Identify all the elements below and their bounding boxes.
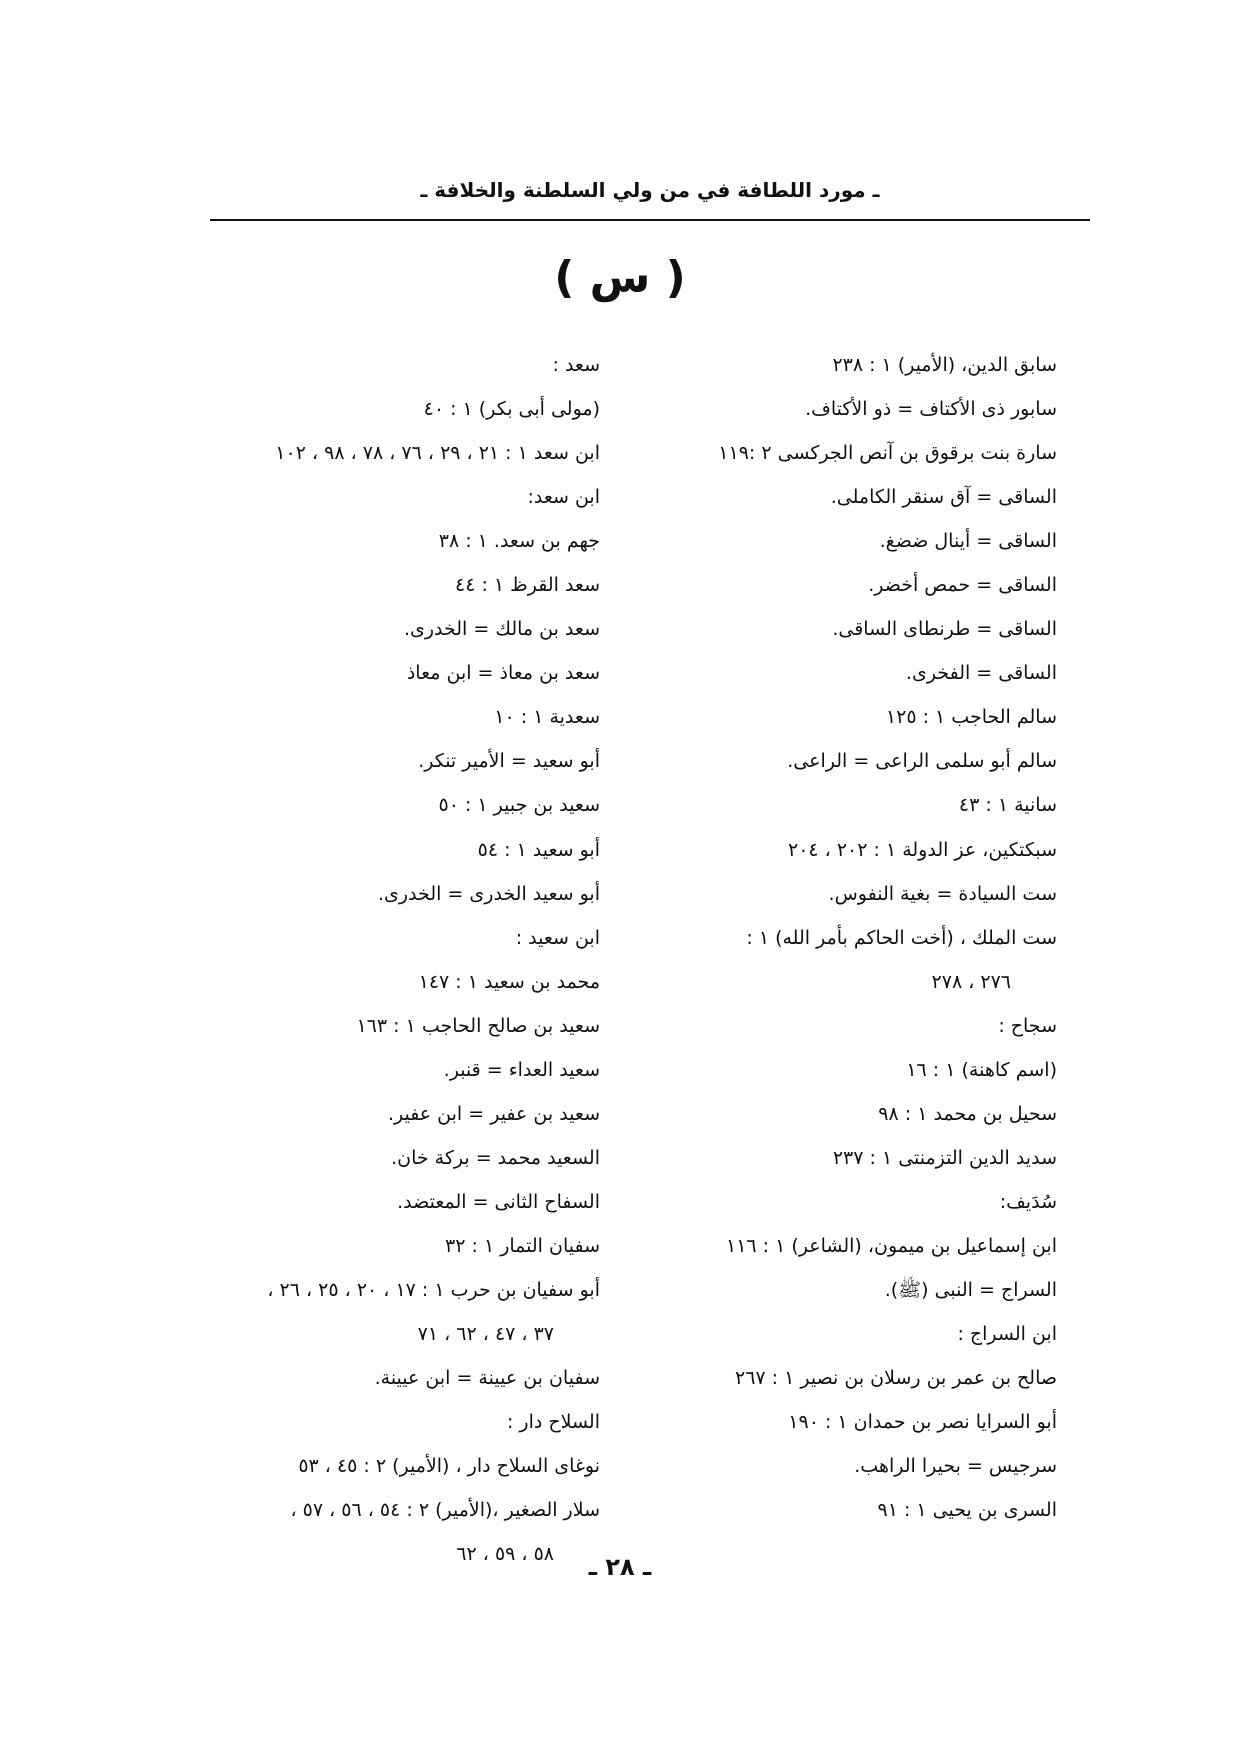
page-number: ـ ٢٨ ـ bbox=[588, 1553, 652, 1581]
index-entry: سارة بنت برقوق بن آنص الجركسى ٢ :١١٩ bbox=[718, 442, 1057, 465]
index-entry: سعد : bbox=[552, 354, 600, 376]
index-entry: ابن سعد ١ : ٢١ ، ٢٩ ، ٧٦ ، ٧٨ ، ٩٨ ، ١٠٢ bbox=[275, 442, 600, 465]
index-entry: ابن إسماعيل بن ميمون، (الشاعر) ١ : ١١٦ bbox=[726, 1234, 1057, 1257]
index-entry: الساقى = الفخرى. bbox=[905, 662, 1057, 685]
index-entry: سفيان بن عيينة = ابن عيينة. bbox=[374, 1367, 600, 1390]
index-entry: سابق الدين، (الأمير) ١ : ٢٣٨ bbox=[832, 354, 1057, 376]
index-entry: سبكتكين، عز الدولة ١ : ٢٠٢ ، ٢٠٤ bbox=[787, 838, 1057, 861]
index-entry: سجاح : bbox=[998, 1014, 1057, 1037]
index-entry: سلار الصغير ،(الأمير) ٢ : ٥٤ ، ٥٦ ، ٥٧ ، bbox=[290, 1499, 600, 1522]
index-entry: ست السيادة = بغية النفوس. bbox=[828, 882, 1057, 905]
index-entry-continuation: ٣٧ ، ٤٧ ، ٦٢ ، ٧١ bbox=[417, 1323, 554, 1346]
index-entry: أبو السرايا نصر بن حمدان ١ : ١٩٠ bbox=[788, 1411, 1057, 1434]
index-entry: ست الملك ، (أخت الحاكم بأمر الله) ١ : bbox=[746, 926, 1057, 949]
section-letter-heading: ( س ) bbox=[554, 252, 686, 303]
index-column-right bbox=[577, 343, 1057, 1532]
index-entry: سعيد بن عفير = ابن عفير. bbox=[387, 1102, 600, 1125]
index-entry-continuation: ٥٨ ، ٥٩ ، ٦٢ bbox=[456, 1543, 554, 1566]
index-entry: الساقى = حمص أخضر. bbox=[868, 574, 1057, 597]
index-entry: سعد بن مالك = الخدرى. bbox=[403, 618, 600, 641]
index-entry: صالح بن عمر بن رسلان بن نصير ١ : ٢٦٧ bbox=[734, 1367, 1057, 1390]
index-entry: الساقى = طرنطاى الساقى. bbox=[832, 618, 1057, 641]
index-entry: سرجيس = بحيرا الراهب. bbox=[854, 1455, 1057, 1478]
index-entry: سعد بن معاذ = ابن معاذ bbox=[406, 662, 600, 685]
index-column-left bbox=[170, 343, 600, 1576]
index-entry: محمد بن سعيد ١ : ١٤٧ bbox=[418, 970, 600, 993]
index-entry: السلاح دار : bbox=[506, 1411, 600, 1434]
index-entry: نوغاى السلاح دار ، (الأمير) ٢ : ٤٥ ، ٥٣ bbox=[298, 1455, 600, 1478]
index-entry: ابن سعيد : bbox=[515, 926, 600, 949]
index-entry: السرى بن يحيى ١ : ٩١ bbox=[877, 1499, 1057, 1522]
index-entry: أبو سعيد ١ : ٥٤ bbox=[477, 838, 600, 861]
index-entry: الساقى = أينال ضضغ. bbox=[879, 530, 1057, 553]
index-entry: سفيان التمار ١ : ٣٢ bbox=[445, 1234, 600, 1257]
index-entry: سعيد العداء = قنبر. bbox=[443, 1058, 600, 1081]
index-entry: سعد القرظ ١ : ٤٤ bbox=[455, 574, 600, 597]
index-entry: سالم أبو سلمى الراعى = الراعى. bbox=[787, 750, 1057, 773]
index-entry: سابور ذى الأكتاف = ذو الأكتاف. bbox=[805, 398, 1057, 421]
index-entry: أبو سعيد الخدرى = الخدرى. bbox=[378, 882, 600, 905]
index-entry: جهم بن سعد. ١ : ٣٨ bbox=[438, 530, 600, 553]
index-entry: أبو سفيان بن حرب ١ : ١٧ ، ٢٠ ، ٢٥ ، ٢٦ ، bbox=[267, 1278, 600, 1301]
index-entry: سحيل بن محمد ١ : ٩٨ bbox=[878, 1102, 1057, 1125]
index-entry: ابن سعد: bbox=[527, 486, 600, 509]
index-entry: ابن السراج : bbox=[957, 1323, 1057, 1346]
index-entry: سانية ١ : ٤٣ bbox=[958, 794, 1057, 817]
header-divider bbox=[210, 219, 1090, 221]
index-entry: سالم الحاجب ١ : ١٢٥ bbox=[885, 706, 1057, 729]
index-entry: سعيد بن جبير ١ : ٥٠ bbox=[438, 794, 600, 817]
index-entry: الساقى = آق سنقر الكاملى. bbox=[830, 486, 1057, 509]
index-entry: سُدَيف: bbox=[999, 1190, 1057, 1213]
index-entry: سديد الدين التزمنتى ١ : ٢٣٧ bbox=[832, 1146, 1057, 1169]
index-entry: أبو سعيد = الأمير تنكر. bbox=[418, 750, 600, 773]
index-entry: السفاح الثانى = المعتضد. bbox=[397, 1190, 600, 1213]
index-entry: سعدية ١ : ١٠ bbox=[494, 706, 600, 729]
index-entry: السعيد محمد = بركة خان. bbox=[391, 1146, 600, 1169]
index-entry: سعيد بن صالح الحاجب ١ : ١٦٣ bbox=[356, 1014, 600, 1037]
index-entry: السراج = النبى (ﷺ). bbox=[884, 1278, 1057, 1301]
running-header-title: ـ مورد اللطافة في من ولي السلطنة والخلافة ـ bbox=[420, 178, 880, 202]
index-entry-continuation: ٢٧٦ ، ٢٧٨ bbox=[931, 970, 1011, 993]
index-entry: (مولى أبى بكر) ١ : ٤٠ bbox=[423, 398, 600, 421]
index-entry: (اسم كاهنة) ١ : ١٦ bbox=[906, 1058, 1057, 1081]
